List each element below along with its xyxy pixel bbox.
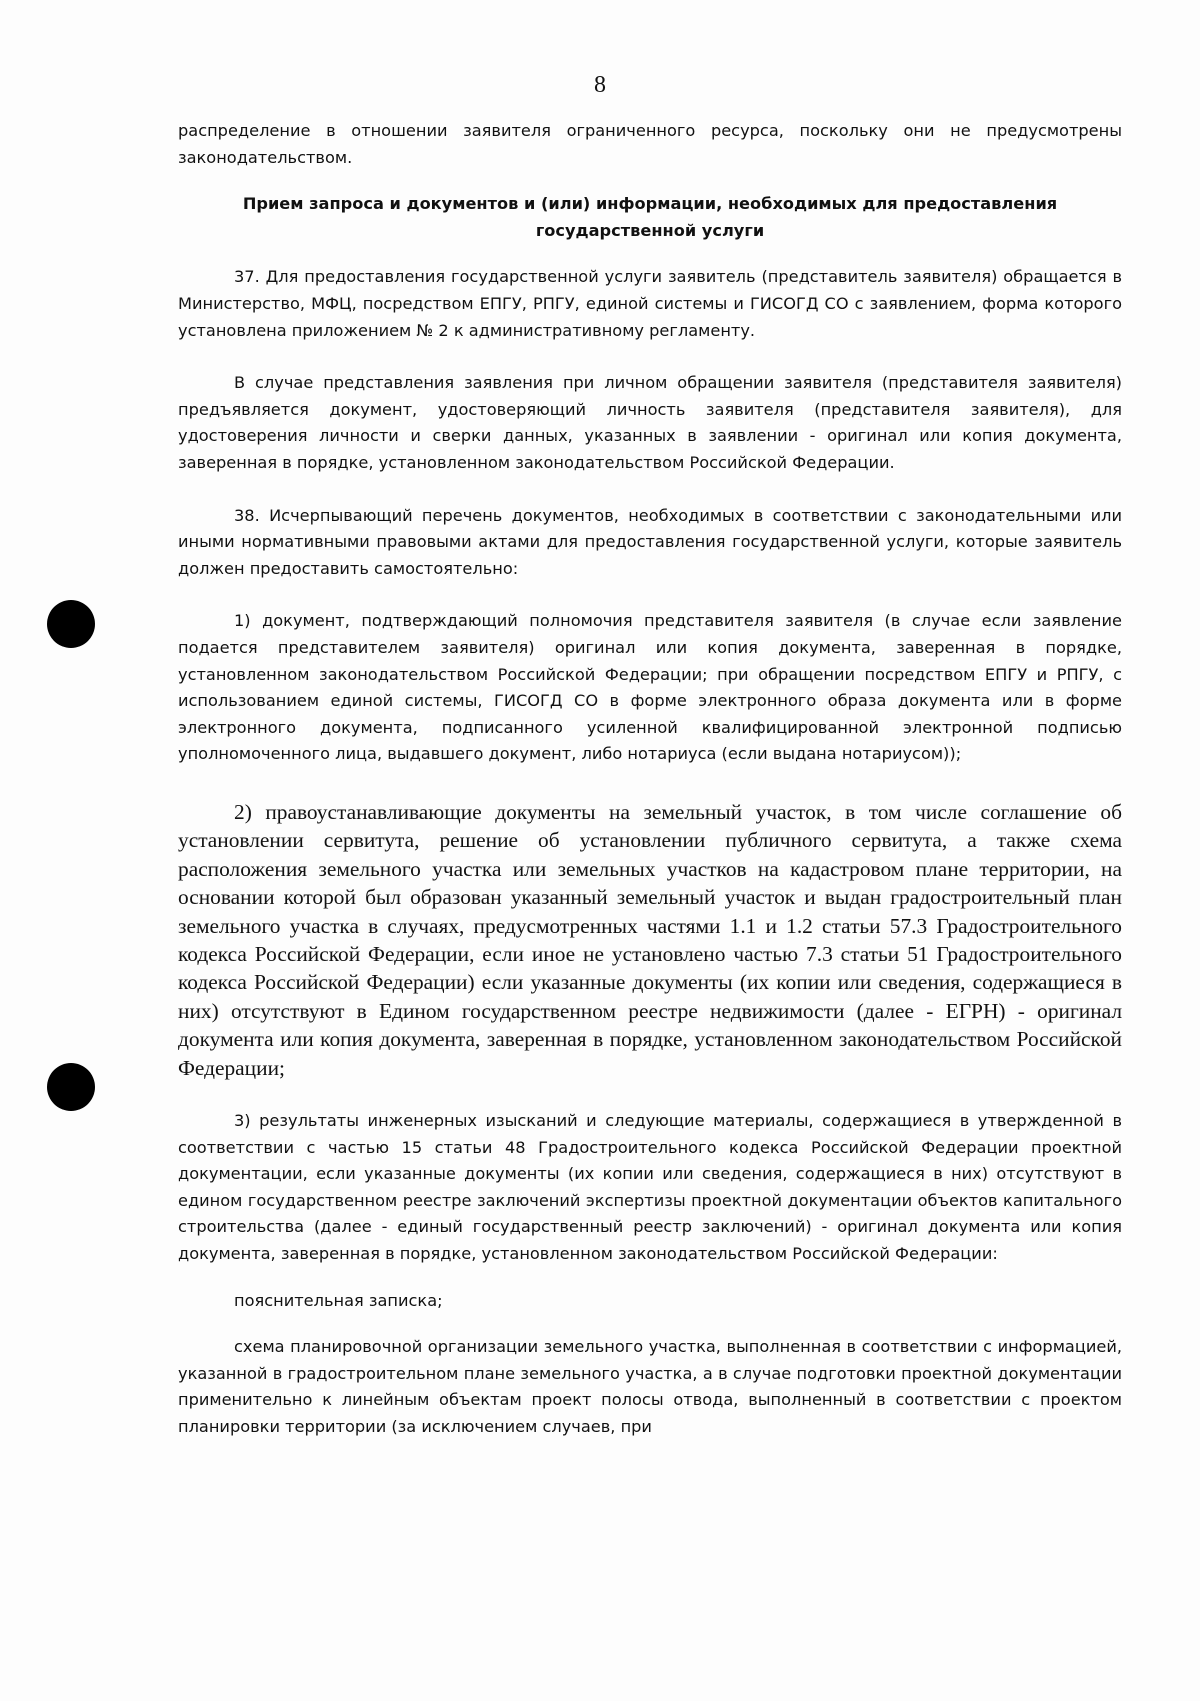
list-item-2 (178, 798, 1122, 1082)
punch-hole-mark (47, 1063, 95, 1111)
punch-hole-mark (47, 600, 95, 648)
page-number: 8 (594, 72, 606, 98)
list-subitem-explanatory-note: пояснительная записка; (234, 1290, 443, 1310)
list-item-2-part-2: 1.1 и 1.2 статьи 57.3 Градостроительного кодекса Российской Федерации, если иное не установлено частью 7.3 статьи 51 Градостроительного кодекса Российской Федерации) если указанные документы (их копии или сведения, содержащиеся в них) отсутствуют в Едином государственном реестре недвижимости (далее - ЕГРН) - оригинал документа или копия документа, заверенная в порядке, установленном законодательством Российской Федерации; (178, 913, 1122, 1080)
list-subitem-site-plan-scheme: схема планировочной организации земельного участка, выполненная в соответствии с информацией, указанной в градостроительном плане земельного участка, а в случае подготовки проектной документации применительно к линейным объектам проект полосы отвода, выполненный в соответствии с проектом планировки территории (за исключением случаев, при (178, 1337, 1122, 1436)
list-item-2-part-1: 2) правоустанавливающие документы на земельный участок, в том числе соглашение об установлении сервитута, решение об установлении публичного сервитута, а также схема расположения земельного участка или земельных участков на кадастровом плане территории, на основании которой был образован указанный земельный участок и выдан градостроительный план земельного участка в случаях, предусмотренных частями (178, 799, 1122, 938)
paragraph-continuation: распределение в отношении заявителя ограниченного ресурса, поскольку они не предусмотрены законодательством. (178, 121, 1122, 167)
paragraph-37: 37. Для предоставления государственной услуги заявитель (представитель заявителя) обращается в Министерство, МФЦ, посредством ЕПГУ, РПГУ, единой системы и ГИСОГД СО с заявлением, форма которого установлена приложением № 2 к административному регламенту. (178, 267, 1122, 340)
document-body (178, 118, 1122, 1440)
list-item-1: 1) документ, подтверждающий полномочия представителя заявителя (в случае если заявление подается представителем заявителя) оригинал или копия документа, заверенная в порядке, установленном законодательством Российской Федерации; при обращении посредством ЕПГУ и РПГУ, с использованием единой системы, ГИСОГД СО в форме электронного образа документа или в форме электронного документа, подписанного усиленной квалифицированной электронной подписью уполномоченного лица, выдавшего документ, либо нотариуса (если выдана нотариусом)); (178, 611, 1122, 764)
list-item-3: 3) результаты инженерных изысканий и следующие материалы, содержащиеся в утвержденной в соответствии с частью 15 статьи 48 Градостроительного кодекса Российской Федерации проектной документации, если указанные документы (их копии или сведения, содержащиеся в них) отсутствуют в едином государственном реестре заключений экспертизы проектной документации объектов капитального строительства (далее - единый государственный реестр заключений) - оригинал документа или копия документа, заверенная в порядке, установленном законодательством Российской Федерации: (178, 1110, 1122, 1263)
section-heading: Прием запроса и документов и (или) информации, необходимых для предоставления государственной услуги (242, 194, 1058, 240)
paragraph-37-personal-appeal: В случае представления заявления при личном обращении заявителя (представителя заявителя) предъявляется документ, удостоверяющий личность заявителя (представителя заявителя), для удостоверения личности и сверки данных, указанных в заявлении - оригинал или копия документа, заверенная в порядке, установленном законодательством Российской Федерации. (178, 373, 1122, 472)
paragraph-38: 38. Исчерпывающий перечень документов, необходимых в соответствии с законодательными или иными нормативными правовыми актами для предоставления государственной услуги, которые заявитель должен предоставить самостоятельно: (178, 505, 1122, 578)
